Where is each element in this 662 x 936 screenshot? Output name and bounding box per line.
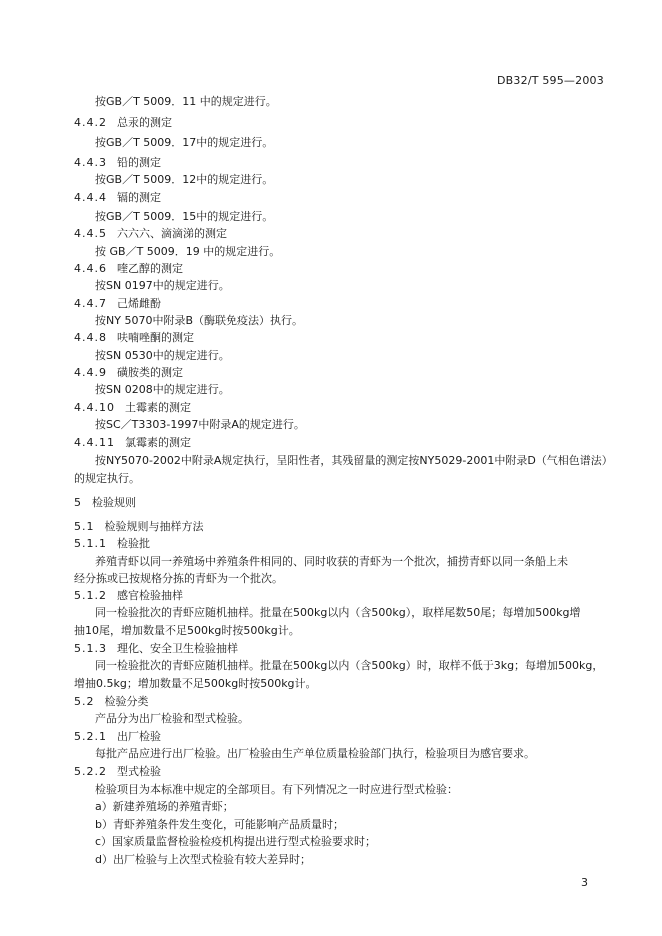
section-title: 六六六、滴滴涕的测定: [117, 227, 227, 240]
section-heading: [74, 642, 238, 656]
section-number: 5.2: [74, 695, 95, 708]
paragraph-text: 同一检验批次的青虾应随机抽样。批量在500kg以内（含500kg）时，取样不低于3kg；每增加500kg，: [95, 659, 604, 672]
section-heading: [74, 730, 161, 744]
body-text-line: [95, 314, 303, 328]
paragraph-text: 按SN 0208中的规定进行。: [95, 383, 230, 396]
section-number: 4.4.8: [74, 331, 107, 344]
paragraph-text: 按GB／T 5009．11 中的规定进行。: [95, 95, 277, 108]
section-heading: [74, 520, 204, 534]
section-title: 铅的测定: [117, 156, 161, 169]
section-number: 4.4.11: [74, 436, 115, 449]
body-text-line: [95, 800, 234, 814]
section-number: 4.4.3: [74, 156, 107, 169]
body-text-line: [95, 418, 305, 432]
section-number: 5.2.2: [74, 765, 107, 778]
section-heading: [74, 695, 149, 709]
section-number: 4.4.9: [74, 366, 107, 379]
section-number: 4.4.10: [74, 401, 115, 414]
paragraph-text: b）青虾养殖条件发生变化，可能影响产品质量时；: [95, 818, 344, 831]
section-title: 镉的测定: [117, 191, 161, 204]
section-title: 检验规则: [92, 496, 136, 509]
paragraph-text: 产品分为出厂检验和型式检验。: [95, 712, 249, 725]
paragraph-text: 按NY 5070中附录B（酶联免疫法）执行。: [95, 314, 303, 327]
section-heading: [74, 765, 161, 779]
section-heading: [74, 537, 150, 551]
paragraph-text: 按SN 0197中的规定进行。: [95, 279, 230, 292]
section-heading: [74, 227, 227, 241]
section-title: 出厂检验: [117, 730, 161, 743]
paragraph-text: 养殖青虾以同一养殖场中养殖条件相同的、同时收获的青虾为一个批次，捕捞青虾以同一条船上未: [95, 555, 568, 568]
section-number: 5.2.1: [74, 730, 107, 743]
section-heading: [74, 297, 161, 311]
body-text-line: [74, 572, 283, 586]
body-text-line: [95, 210, 273, 224]
section-heading: [74, 366, 183, 380]
body-text-line: [74, 677, 317, 691]
body-text-line: [95, 279, 230, 293]
section-heading: [74, 116, 172, 130]
body-text-line: [95, 555, 568, 569]
section-number: 5.1: [74, 520, 95, 533]
paragraph-text: 抽10尾，增加数量不足500kg时按500kg计。: [74, 624, 300, 637]
paragraph-text: 按 GB／T 5009．19 中的规定进行。: [95, 245, 281, 258]
section-title: 磺胺类的测定: [117, 366, 183, 379]
section-number: 5.1.1: [74, 537, 107, 550]
body-text-line: [95, 783, 458, 797]
section-title: 理化、安全卫生检验抽样: [117, 642, 238, 655]
section-number: 5.1.2: [74, 589, 107, 602]
body-text-line: [74, 472, 140, 486]
section-number: 4.4.4: [74, 191, 107, 204]
section-heading: [74, 191, 161, 205]
page-code: DB32/T 595—2003: [497, 74, 604, 87]
paragraph-text: 同一检验批次的青虾应随机抽样。批量在500kg以内（含500kg），取样尾数50尾；每增加500kg增: [95, 606, 581, 619]
paragraph-text: 每批产品应进行出厂检验。出厂检验由生产单位质量检验部门执行，检验项目为感官要求。: [95, 747, 535, 760]
paragraph-text: 按GB／T 5009．15中的规定进行。: [95, 210, 274, 223]
paragraph-text: 按SN 0530中的规定进行。: [95, 349, 230, 362]
section-title: 检验规则与抽样方法: [104, 520, 204, 533]
paragraph-text: 的规定执行。: [74, 472, 140, 485]
section-title: 呋喃唑酮的测定: [117, 331, 194, 344]
section-number: 4.4.6: [74, 262, 107, 275]
body-text-line: [95, 747, 535, 761]
paragraph-text: 按NY5070-2002中附录A规定执行，呈阳性者，其残留量的测定按NY5029-2001中附录D（气相色谱法）: [95, 454, 613, 467]
section-heading: [74, 436, 191, 450]
paragraph-text: 按GB／T 5009．12中的规定进行。: [95, 173, 274, 186]
body-text-line: [95, 659, 603, 673]
section-title: 土霉素的测定: [125, 401, 191, 414]
paragraph-text: a）新建养殖场的养殖青虾；: [95, 800, 234, 813]
body-text-line: [74, 624, 300, 638]
section-title: 喹乙醇的测定: [117, 262, 183, 275]
paragraph-text: d）出厂检验与上次型式检验有较大差异时；: [95, 853, 311, 866]
paragraph-text: 经分拣或已按规格分拣的青虾为一个批次。: [74, 572, 283, 585]
section-title: 感官检验抽样: [117, 589, 183, 602]
section-number: 5: [74, 496, 82, 509]
section-number: 4.4.5: [74, 227, 107, 240]
body-text-line: [95, 712, 249, 726]
body-text-line: [95, 95, 277, 109]
section-heading: [74, 401, 191, 415]
body-text-line: [95, 173, 273, 187]
body-text-line: [95, 136, 273, 150]
body-text-line: [95, 853, 311, 867]
section-title: 氯霉素的测定: [125, 436, 191, 449]
section-number: 5.1.3: [74, 642, 107, 655]
section-title: 总汞的测定: [117, 116, 172, 129]
section-heading: [74, 156, 161, 170]
section-number: 4.4.7: [74, 297, 107, 310]
section-heading: [74, 262, 183, 276]
page-number: 3: [581, 876, 588, 889]
paragraph-text: 检验项目为本标准中规定的全部项目。有下列情况之一时应进行型式检验：: [95, 783, 458, 796]
body-text-line: [95, 835, 376, 849]
body-text-line: [95, 245, 280, 259]
section-title: 型式检验: [117, 765, 161, 778]
section-number: 4.4.2: [74, 116, 107, 129]
section-heading: [74, 496, 136, 510]
paragraph-text: 按GB／T 5009．17中的规定进行。: [95, 136, 274, 149]
body-text-line: [95, 383, 230, 397]
body-text-line: [95, 454, 613, 468]
section-heading: [74, 331, 194, 345]
section-title: 检验分类: [104, 695, 149, 708]
body-text-line: [95, 606, 581, 620]
paragraph-text: c）国家质量监督检验检疫机构提出进行型式检验要求时；: [95, 835, 377, 848]
section-heading: [74, 589, 183, 603]
paragraph-text: 增抽0.5kg；增加数量不足500kg时按500kg计。: [74, 677, 317, 690]
section-title: 检验批: [117, 537, 150, 550]
paragraph-text: 按SC／T3303-1997中附录A的规定进行。: [95, 418, 305, 431]
body-text-line: [95, 818, 344, 832]
section-title: 己烯雌酚: [117, 297, 161, 310]
body-text-line: [95, 349, 230, 363]
